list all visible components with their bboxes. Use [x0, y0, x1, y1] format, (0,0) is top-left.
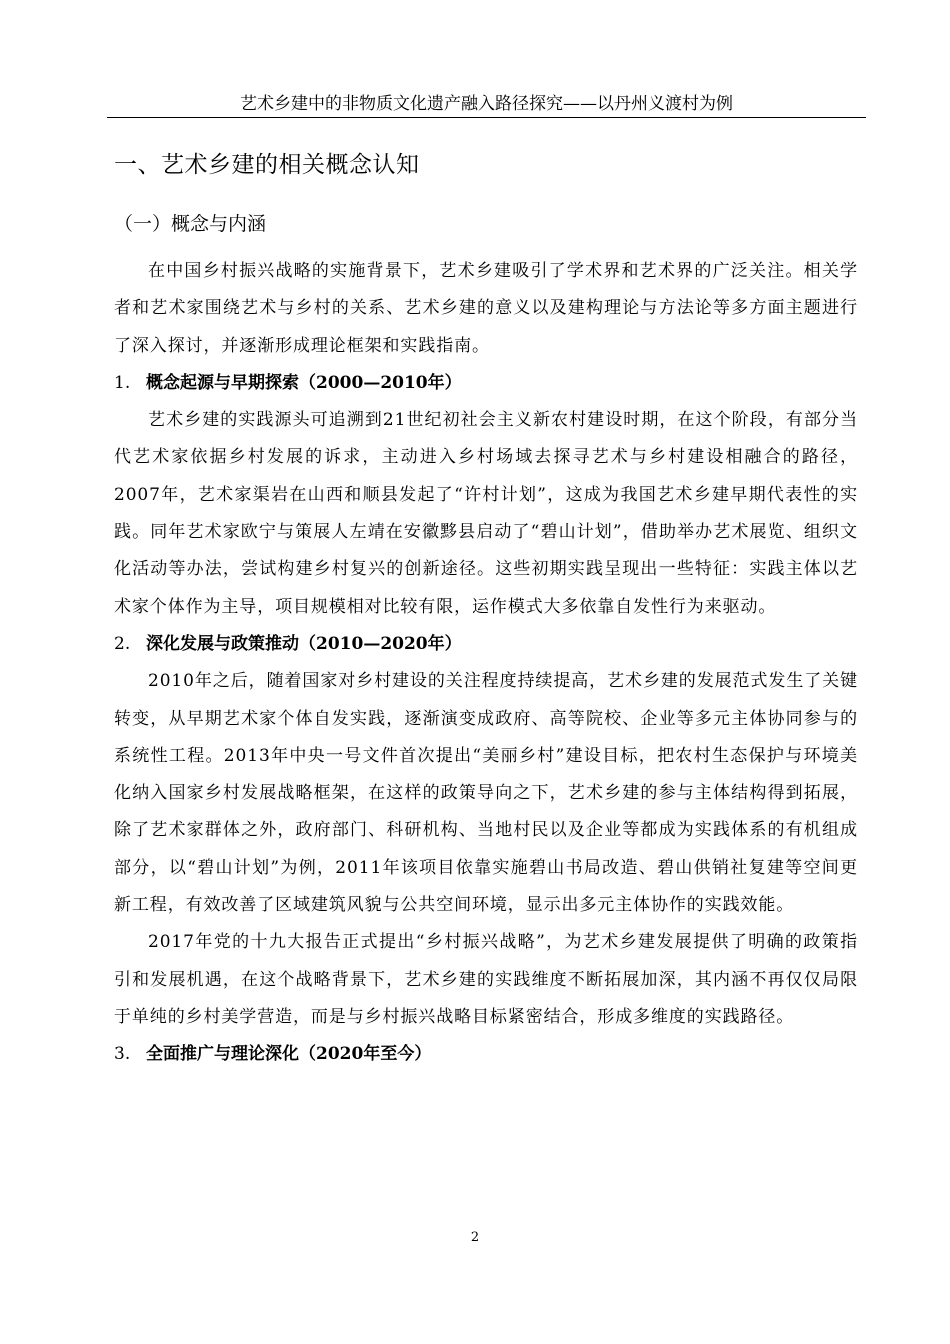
- item-heading-1: [114, 365, 858, 402]
- item-number: 1.: [114, 372, 131, 393]
- item-number: 2.: [114, 633, 131, 654]
- item-heading-text: 全面推广与理论深化（2020年至今）: [146, 1044, 432, 1065]
- page-number: 2: [470, 1230, 480, 1245]
- page-content: [114, 146, 858, 1074]
- item-heading-2: [114, 626, 858, 663]
- item-number: 3.: [114, 1044, 131, 1065]
- body-paragraph: 艺术乡建的实践源头可追溯到21世纪初社会主义新农村建设时期，在这个阶段，有部分当代艺术家依据乡村发展的诉求，主动进入乡村场域去探寻艺术与乡村建设相融合的路径，2007年，艺术家渠岩在山西和顺县发起了“许村计划”，这成为我国艺术乡建早期代表性的实践。同年艺术家欧宁与策展人左靖在安徽黟县启动了“碧山计划”，借助举办艺术展览、组织文化活动等办法，尝试构建乡村复兴的创新途径。这些初期实践呈现出一些特征：实践主体以艺术家个体作为主导，项目规模相对比较有限，运作模式大多依靠自发性行为来驱动。: [114, 410, 858, 617]
- subsection-title: （一）概念与内涵: [114, 213, 267, 235]
- body-paragraph: 2017年党的十九大报告正式提出“乡村振兴战略”，为艺术乡建发展提供了明确的政策指引和发展机遇，在这个战略背景下，艺术乡建的实践维度不断拓展加深，其内涵不再仅仅局限于单纯的乡村美学营造，而是与乡村振兴战略目标紧密结合，形成多维度的实践路径。: [114, 932, 858, 1027]
- body-paragraph: 2010年之后，随着国家对乡村建设的关注程度持续提高，艺术乡建的发展范式发生了关键转变，从早期艺术家个体自发实践，逐渐演变成政府、高等院校、企业等多元主体协同参与的系统性工程。2013年中央一号文件首次提出“美丽乡村”建设目标，把农村生态保护与环境美化纳入国家乡村发展战略框架，在这样的政策导向之下，艺术乡建的参与主体结构得到拓展，除了艺术家群体之外，政府部门、科研机构、当地村民以及企业等都成为实践体系的有机组成部分，以“碧山计划”为例，2011年该项目依靠实施碧山书局改造、碧山供销社复建等空间更新工程，有效改善了区域建筑风貌与公共空间环境，显示出多元主体协作的实践效能。: [114, 671, 858, 916]
- running-header: 艺术乡建中的非物质文化遗产融入路径探究——以丹州义渡村为例: [107, 94, 866, 118]
- section-title: 一、艺术乡建的相关概念认知: [114, 152, 420, 178]
- item-heading-3: [114, 1036, 858, 1073]
- item-heading-text: 深化发展与政策推动（2010—2020年）: [146, 633, 462, 654]
- item-heading-text: 概念起源与早期探索（2000—2010年）: [146, 372, 462, 393]
- intro-paragraph: 在中国乡村振兴战略的实施背景下，艺术乡建吸引了学术界和艺术界的广泛关注。相关学者和艺术家围绕艺术与乡村的关系、艺术乡建的意义以及建构理论与方法论等多方面主题进行了深入探讨，并逐渐形成理论框架和实践指南。: [114, 261, 858, 356]
